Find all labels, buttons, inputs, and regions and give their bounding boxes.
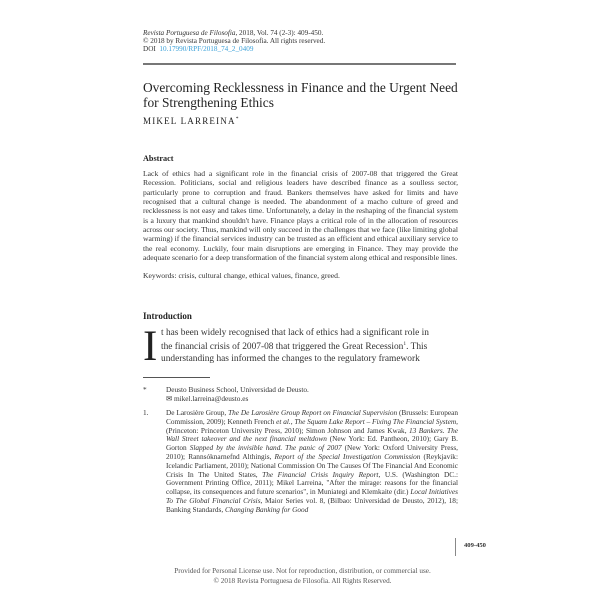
journal-volume: , 2018, Vol. 74 (2-3): 409-450. <box>235 29 324 37</box>
intro-line-2-text: the financial crisis of 2007-08 that triggered the Great Recession <box>161 342 404 353</box>
cited-title: et al. <box>276 416 291 426</box>
footnote-1-mark: 1. <box>143 408 149 417</box>
license-footer <box>130 567 475 586</box>
citation-text: De Larosière Group, <box>166 408 229 417</box>
citation-text: (Reykjavik: Icelandic Parliament, 2010); National Commission On The Causes Of The Financial And Economic Crisis In The United States, <box>166 451 458 479</box>
footnote-ref-1[interactable]: 1 <box>403 341 407 348</box>
cited-title: The De Larosière Group Report on Financial Supervision <box>228 408 398 417</box>
intro-line-3: understanding has informed the changes to the regulatory framework <box>161 353 420 364</box>
cited-title: Report of the Special Investigation Commission <box>274 451 421 461</box>
author-email[interactable]: mikel.larreina@deusto.es <box>173 393 249 403</box>
citation-text: , U.S. (Washington DC.: Government Printing Office, 2011); Mikel Larreina, "After the mirage: reasons for the financial collapse, its consequences and future scenarios", in Muniategi and Klemkaite (dir.) <box>166 469 458 497</box>
cited-title: 13 Bankers. The Wall Street takeover and the next financial meltdown <box>166 425 458 444</box>
title-line-1: Overcoming Recklessness in Finance and the Urgent Need <box>143 80 458 95</box>
article-title <box>143 80 463 110</box>
email-line <box>166 395 458 404</box>
keywords: Keywords: crisis, cultural change, ethical values, finance, greed. <box>143 271 340 280</box>
citation-text: (New York: Ed. Panthеon, 2010); Gary B. Gorton <box>166 434 458 453</box>
citation-text: , <box>290 416 295 426</box>
cited-title: Local Initiatives To The Global Financial Crisis <box>166 487 458 505</box>
journal-header <box>143 29 463 54</box>
cited-title: Changing Banking for Good <box>224 504 309 514</box>
drop-cap: I <box>143 323 158 370</box>
title-line-2: for Strengthening Ethics <box>143 95 274 110</box>
author-footnote-mark: * <box>235 116 239 122</box>
page-range-bar <box>455 538 456 556</box>
intro-line-2-end: . This <box>406 342 428 353</box>
doi-link[interactable]: 10.17990/RPF/2018_74_2_0409 <box>159 45 254 54</box>
footnote-rule <box>143 377 210 378</box>
header-rule <box>143 63 456 65</box>
affiliation: Deusto Business School, Universidad de Deusto. <box>166 385 309 394</box>
intro-line-2 <box>161 339 459 353</box>
cited-title: Slapped by the invisible hand. The panic of 2007 <box>189 443 342 453</box>
author-footnote-mark: * <box>143 385 147 394</box>
introduction-heading: Introduction <box>143 311 192 321</box>
citation-text: (New York: Oxford University Press, 2010); Rannsóknarnefnd Althingis, <box>166 443 458 461</box>
license-line: Provided for Personal License use. Not for reproduction, distribution, or commercial use. <box>174 567 431 575</box>
doi-line <box>143 45 463 53</box>
envelope-icon: ✉ <box>166 393 173 403</box>
intro-line-1: t has been widely recognised that lack of ethics had a significant role in <box>161 328 429 338</box>
citation-text: , Maior Series vol. 8, (Bilbao: Universidad de Deusto, 2012), 18; Banking Standards, <box>166 495 458 514</box>
citation-line <box>143 29 463 37</box>
cited-title: The Squam Lake Report – Fixing The Financial System, <box>294 416 459 426</box>
journal-name: Revista Portuguesa de Filosofia <box>143 29 236 37</box>
page-range: 409-450 <box>464 542 486 549</box>
copyright-line: © 2018 by Revista Portuguesa de Filosofia. All rights reserved. <box>143 37 326 46</box>
abstract-heading: Abstract <box>143 154 174 163</box>
doi-label: DOI <box>143 45 156 54</box>
footer-copyright: © 2018 Revista Portuguesa de Filosofia. All Rights Reserved. <box>213 576 392 585</box>
footnote-1-text <box>166 409 458 515</box>
citation-text: (Brussels: European Commission, 2009); Kenneth French <box>166 408 458 426</box>
author-text: MIKEL LARREINA <box>143 116 236 126</box>
author-name <box>143 116 238 126</box>
abstract-text: Lack of ethics had a significant role in the financial crisis of 2007-08 that triggered the Great Recession. Politicians, social and religious leaders have described finance as a soulless sector, particularly prone to corruption and fraud. Bankers themselves have asked for limits and have recognised that a cultural change is needed. The abandonment of a macho culture of greed and recklessness is not easy and takes time. Unfortunately, a delay in the reshaping of the financial system is a luxury that mankind shouldn't have. Finance plays a critical role of in the allocation of resources across our society. Thus, mankind will only succeed in the challenges that we face (like limiting global warming) if the financial services industry can be trusted as an efficient and ethical auxiliary service to the real economy. Luckily, four main disruptions are emerging in Finance. They may provide the adequate scenario for a deep transformation of the financial system along ethical and responsible lines. <box>143 169 458 263</box>
citation-text: (Princeton: Princeton University Press, 2010); Simon Johnson and James Kwak, <box>166 425 410 435</box>
cited-title: The Financial Crisis Inquiry Report <box>262 469 379 479</box>
